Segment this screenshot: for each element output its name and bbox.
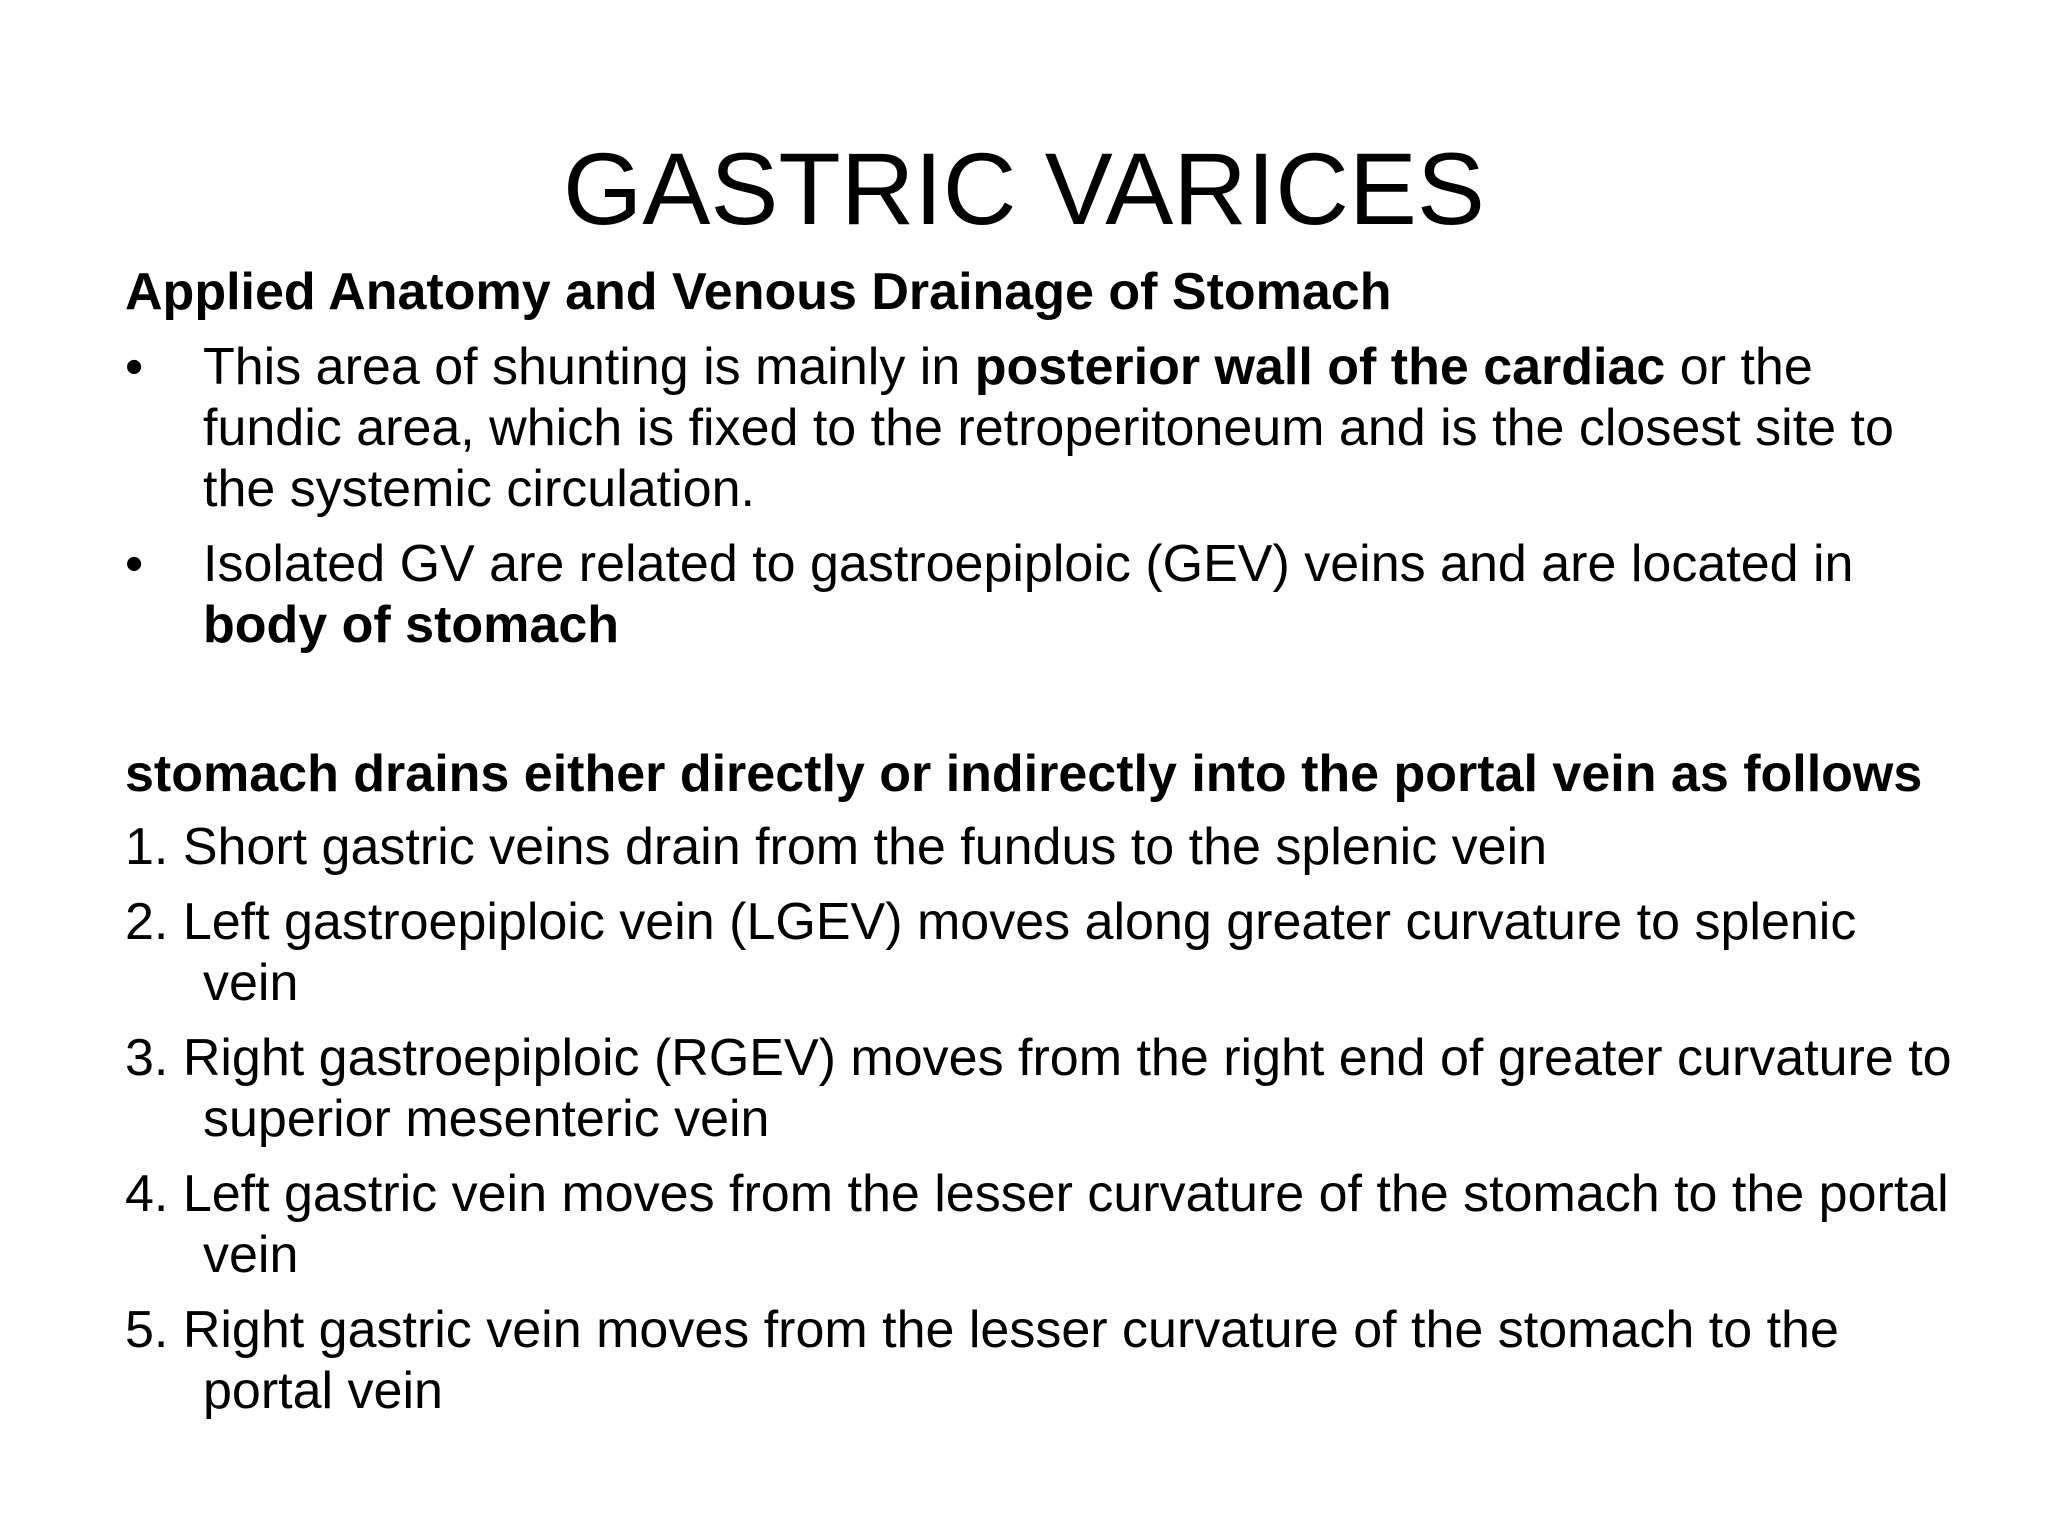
drainage-item: 4. Left gastric vein moves from the lesser curvature of the stomach to the portal vein — [125, 1165, 1949, 1284]
bullet-text: or the fundic area, which is fixed to the retroperitoneum and is the closest site to the systemic circulation. — [203, 338, 1894, 518]
bullet-emphasis: body of stomach — [203, 596, 620, 654]
bullet-emphasis: posterior wall of the cardiac — [974, 338, 1666, 396]
bullet-list — [125, 337, 1955, 656]
bullet-item — [125, 337, 1955, 520]
bullet-text: This area of shunting is mainly in — [203, 338, 975, 396]
bullet-icon: • — [125, 535, 144, 593]
drainage-list — [125, 817, 1955, 1422]
slide-content — [125, 262, 1955, 1436]
slide-title: GASTRIC VARICES — [563, 132, 1485, 246]
drainage-heading: stomach drains either directly or indirectly into the portal vein as follows — [125, 745, 1923, 803]
drainage-item: 3. Right gastroepiploic (RGEV) moves from the right end of greater curvature to superior mesenteric vein — [125, 1029, 1952, 1148]
bullet-icon: • — [125, 338, 144, 396]
bullet-item — [125, 534, 1955, 656]
drainage-item: 1. Short gastric veins drain from the fundus to the splenic vein — [125, 818, 1548, 876]
drainage-item: 5. Right gastric vein moves from the lesser curvature of the stomach to the portal vein — [125, 1301, 1839, 1420]
subheading: Applied Anatomy and Venous Drainage of Stomach — [125, 263, 1392, 321]
drainage-item: 2. Left gastroepiploic vein (LGEV) moves along greater curvature to splenic vein — [125, 893, 1857, 1012]
spacer — [125, 670, 1955, 744]
bullet-text: Isolated GV are related to gastroepiploic (GEV) veins and are located in — [203, 535, 1854, 593]
